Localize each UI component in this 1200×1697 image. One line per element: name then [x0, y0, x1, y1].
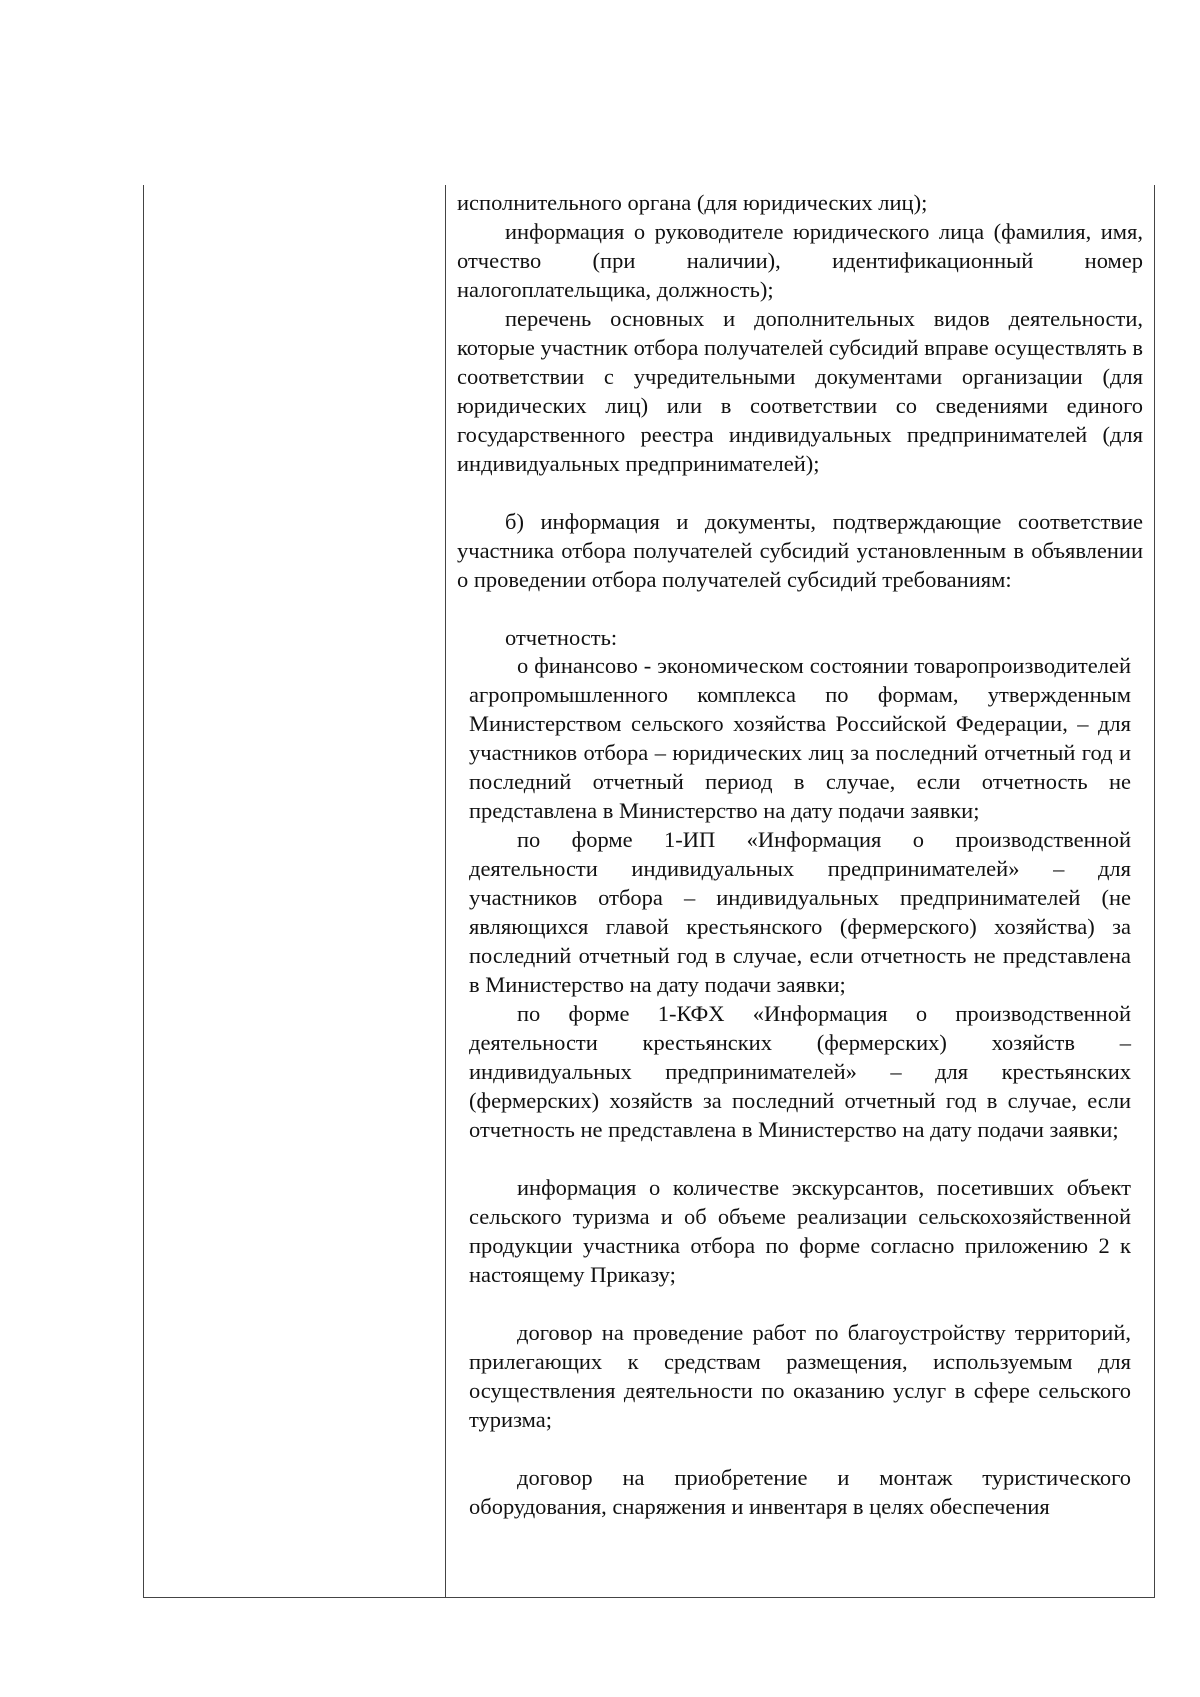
paragraph-form-1kfh: по форме 1-КФХ «Информация о производственной деятельности крестьянских (фермерских) хозяйств – индивидуальных предпринимателей» – для крестьянских (фермерских) хозяйств за последний отчетный год в случае, если отчетность не представлена в Министерство на дату подачи заявки;: [469, 1001, 1131, 1142]
table-cell-text-lower: [469, 651, 1131, 1521]
paragraph-equipment-contract: договор на приобретение и монтаж туристического оборудования, снаряжения и инвентаря в целях обеспечения: [469, 1465, 1131, 1519]
table-column-divider: [445, 185, 446, 1598]
paragraph-executive-body: исполнительного органа (для юридических лиц);: [457, 190, 928, 215]
table-cell-text-upper: [457, 188, 1143, 652]
paragraph-item-b: б) информация и документы, подтверждающие соответствие участника отбора получателей субсидий установленным в объявлении о проведении отбора получателей субсидий требованиям:: [457, 509, 1143, 592]
paragraph-financial-state: о финансово - экономическом состоянии товаропроизводителей агропромышленного комплекса по формам, утвержденным Министерством сельского хозяйства Российской Федерации, – для участников отбора – юридических лиц за последний отчетный год и последний отчетный период в случае, если отчетность не представлена в Министерство на дату подачи заявки;: [469, 653, 1131, 823]
paragraph-excursionists-info: информация о количестве экскурсантов, посетивших объект сельского туризма и об объеме реализации сельскохозяйственной продукции участника отбора по форме согласно приложению 2 к настоящему Приказу;: [469, 1175, 1131, 1287]
paragraph-activities-list: перечень основных и дополнительных видов деятельности, которые участник отбора получателей субсидий вправе осуществлять в соответствии с учредительными документами организации (для юридических лиц) или в соответствии со сведениями единого государственного реестра индивидуальных предпринимателей (для индивидуальных предпринимателей);: [457, 306, 1143, 476]
paragraph-landscaping-contract: договор на проведение работ по благоустройству территорий, прилегающих к средствам размещения, используемым для осуществления деятельности по оказанию услуг в сфере сельского туризма;: [469, 1320, 1131, 1432]
paragraph-form-1ip: по форме 1-ИП «Информация о производственной деятельности индивидуальных предпринимателей» – для участников отбора – индивидуальных предпринимателей (не являющихся главой крестьянского (фермерского) хозяйства) за последний отчетный год в случае, если отчетность не представлена в Министерство на дату подачи заявки;: [469, 827, 1131, 997]
paragraph-reporting-heading: отчетность:: [505, 625, 618, 650]
table-bottom-border: [143, 1597, 1155, 1598]
table-right-border: [1154, 185, 1155, 1598]
table-left-border: [143, 185, 144, 1598]
paragraph-head-info: информация о руководителе юридического лица (фамилия, имя, отчество (при наличии), идентификационный номер налогоплательщика, должность);: [457, 219, 1143, 302]
